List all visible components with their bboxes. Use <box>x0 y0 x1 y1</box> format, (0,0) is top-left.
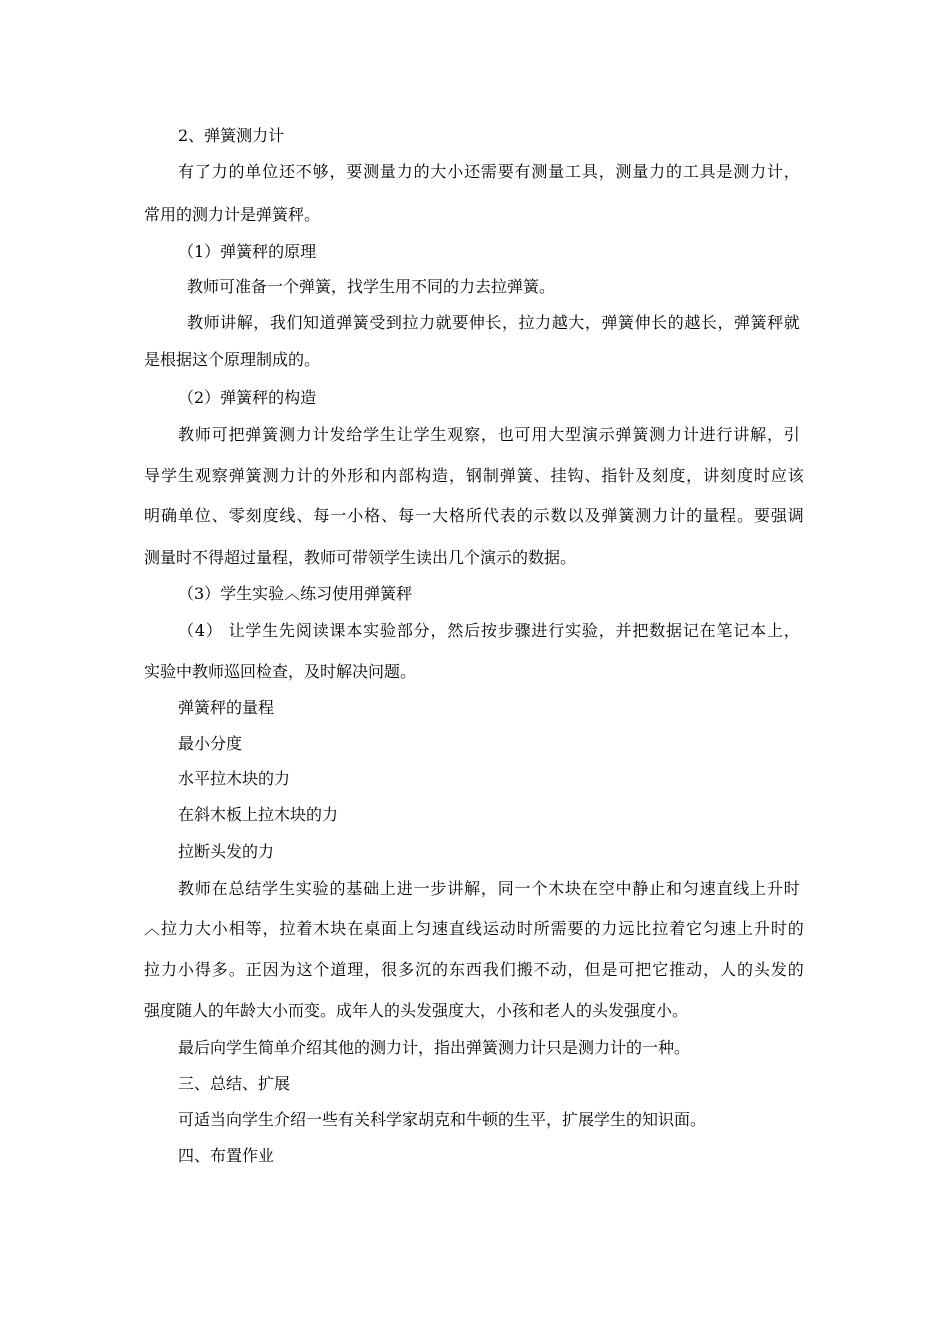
paragraph-line: 可适当向学生介绍一些有关科学家胡克和牛顿的生平，扩展学生的知识面。 <box>178 1110 707 1129</box>
subheading-principle: （1）弹簧秤的原理 <box>178 242 317 261</box>
paragraph-line: 最后向学生简单介绍其他的测力计，指出弹簧测力计只是测力计的一种。 <box>178 1038 691 1057</box>
list-item: 在斜木板上拉木块的力 <box>178 805 339 824</box>
subheading-student-experiment: （3）学生实验︿练习使用弹簧秤 <box>178 584 413 603</box>
paragraph-line: 教师在总结学生实验的基础上进一步讲解，同一个木块在空中静止和匀速直线上升时 <box>178 879 800 898</box>
paragraph-line: 测量时不得超过量程，教师可带领学生读出几个演示的数据。 <box>144 548 577 567</box>
list-item: 拉断头发的力 <box>178 842 275 861</box>
subheading-structure: （2）弹簧秤的构造 <box>178 388 317 407</box>
paragraph-line: 教师可准备一个弹簧，找学生用不同的力去拉弹簧。 <box>187 277 556 296</box>
paragraph-line: 有了力的单位还不够，要测量力的大小还需要有测量工具，测量力的工具是测力计， <box>178 162 800 181</box>
paragraph-line: 导学生观察弹簧测力计的外形和内部构造，钢制弹簧、挂钩、指针及刻度，讲刻度时应该 <box>144 466 804 485</box>
section-heading-homework: 四、布置作业 <box>178 1146 275 1165</box>
paragraph-line: （4） 让学生先阅读课本实验部分，然后按步骤进行实验，并把数据记在笔记本上， <box>178 621 800 640</box>
paragraph-line: 教师讲解，我们知道弹簧受到拉力就要伸长，拉力越大，弹簧伸长的越长，弹簧秤就 <box>187 313 800 332</box>
paragraph-line: 拉力小得多。正因为这个道理，很多沉的东西我们搬不动，但是可把它推动，人的头发的 <box>144 960 804 979</box>
paragraph-line: 明确单位、零刻度线、每一小格、每一大格所代表的示数以及弹簧测力计的量程。要强调 <box>144 506 804 525</box>
paragraph-line: 实验中教师巡回检查，及时解决问题。 <box>144 662 417 681</box>
section-heading-summary: 三、总结、扩展 <box>178 1074 291 1093</box>
paragraph-line: 教师可把弹簧测力计发给学生让学生观察，也可用大型演示弹簧测力计进行讲解，引 <box>178 425 800 444</box>
paragraph-line: 强度随人的年龄大小而变。成年人的头发强度大，小孩和老人的头发强度小。 <box>144 1001 689 1020</box>
list-item: 弹簧秤的量程 <box>178 698 275 717</box>
paragraph-line: ︿拉力大小相等，拉着木块在桌面上匀速直线运动时所需要的力远比拉着它匀速上升时的 <box>144 919 804 938</box>
list-item: 水平拉木块的力 <box>178 769 291 788</box>
paragraph-line: 是根据这个原理制成的。 <box>144 350 321 369</box>
list-item: 最小分度 <box>178 734 243 753</box>
paragraph-line: 常用的测力计是弹簧秤。 <box>144 205 321 224</box>
section-heading-spring-dynamometer: 2、弹簧测力计 <box>178 126 285 145</box>
